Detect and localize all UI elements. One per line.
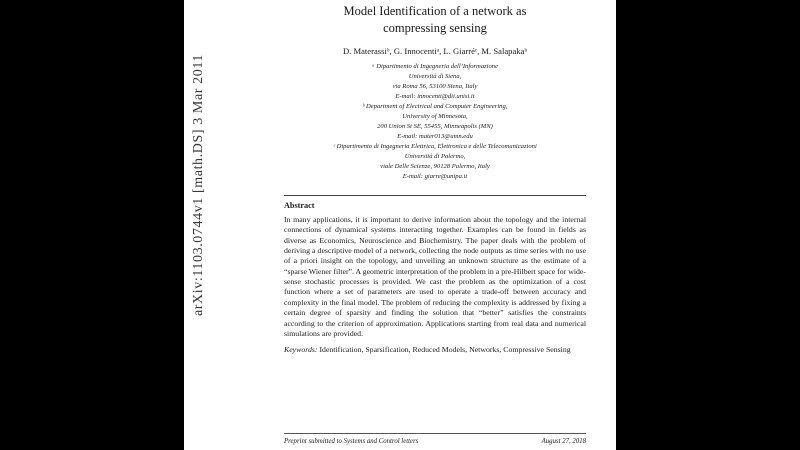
keywords-label: Keywords: [284, 345, 318, 355]
affiliation-email: E-mail: innocenti@dii.unisi.it [395, 92, 475, 100]
arxiv-watermark: arXiv:1103.0744v1 [math.DS] 3 Mar 2011 [191, 53, 206, 317]
paper-content [284, 0, 586, 450]
keywords-line [284, 345, 586, 355]
affiliation-line: ᶜ Dipartimento di Ingegneria Elettrica, Elettronica e delle Telecomunicazioni [333, 142, 537, 150]
paper-page [184, 0, 616, 450]
page-footer [284, 433, 586, 445]
footer-preprint-note: Preprint submitted to Systems and Control letters [284, 438, 419, 445]
abstract-text: In many applications, it is important to derive information about the topology and the internal connections of dynamical systems interacting together. Examples can be found in fields as diverse as Economics, Neuroscience and Biochemistry. The paper deals with the problem of deriving a descriptive model of a network, collecting the node outputs as time series with no use of a priori insight on the topology, and unveiling an unknown structure as the estimate of a “sparse Wiener filter”. A geometric interpretation of the problem in a pre-Hilbert space for wide-sense stochastic processes is provided. We cast the problem as the optimization of a cost function where a set of parameters are used to operate a trade-off between accuracy and complexity in the final model. The problem of reducing the complexity is addressed by fixing a certain degree of sparsity and finding the solution that “better” satisfies the constraints according to the criterion of approximation. Applications starting from real data and numerical simulations are provided. [284, 214, 586, 338]
affiliation-line: Università di Palermo, [404, 152, 466, 160]
affiliation-line: viale Delle Scienze, 90128 Palermo, Italy [380, 162, 490, 170]
affiliations-block [284, 62, 586, 182]
affiliation-line: ᵇ Department of Electrical and Computer Engineering, [362, 102, 508, 110]
author-line: D. Materassiᵇ, G. Innocentiᵃ, L. Giarréᶜ, M. Salapakaᵇ [342, 45, 528, 56]
affiliation-line: ᵃ Dipartimento di Ingegneria dell’Informazione [371, 62, 499, 70]
affiliation-email: E-mail: mater013@umn.edu [397, 132, 473, 140]
footer-date: August 27, 2018 [541, 438, 586, 445]
affiliation-line: 200 Union St SE, 55455, Minneapolis (MN) [377, 122, 493, 130]
abstract-top-rule [284, 195, 586, 196]
paper-title: Model Identification of a network as compressing sensing [343, 4, 527, 35]
affiliation-line: Università di Siena, [408, 72, 462, 80]
affiliation-line: via Roma 56, 53100 Siena, Italy [392, 82, 478, 90]
affiliation-line: University of Minnesota, [402, 112, 468, 120]
affiliation-email: E-mail: giarre@unipa.it [402, 172, 468, 180]
keywords-text: Identification, Sparsification, Reduced Models, Networks, Compressive Sensing [319, 345, 571, 355]
abstract-heading: Abstract [284, 200, 315, 210]
